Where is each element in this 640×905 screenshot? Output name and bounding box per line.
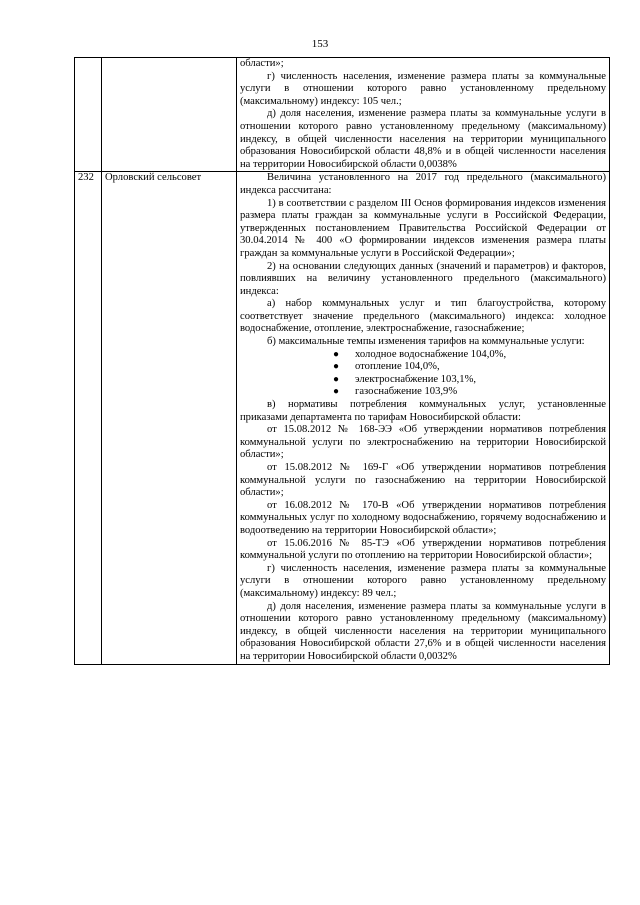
tariff-list — [240, 349, 606, 399]
row-description — [237, 172, 610, 664]
table-row — [75, 58, 610, 172]
paragraph: от 15.06.2016 № 85-ТЭ «Об утверждении нормативов потребления коммунальной услуги по отоплению на территории Новосибирской области»; — [240, 537, 606, 562]
municipality-name — [102, 58, 237, 172]
list-item-text: холодное водоснабжение 104,0%, — [355, 348, 507, 360]
paragraph: а) набор коммунальных услуг и тип благоустройства, которому соответствует значение предельного (максимального) индекса: холодное водоснабжение, отопление, электроснабжение, газоснабжение; — [240, 298, 606, 335]
paragraph: д) доля населения, изменение размера платы за коммунальные услуги в отношении которого равно установленному предельному (максимальному) индексу, в общей численности населения на территории муниципального образования Новосибирской области 27,6% и в общей численности населения на территории Новосибирской области 0,0032% — [240, 600, 606, 662]
list-item-text: отопление 104,0%, — [355, 361, 440, 373]
paragraph: д) доля населения, изменение размера платы за коммунальные услуги в отношении которого равно установленному предельному (максимальному) индексу, в общей численности населения на территории муниципального образования Новосибирской области 48,8% и в общей численности населения на территории Новосибирской области 0,0038% — [240, 108, 606, 170]
paragraph: области»; — [240, 58, 284, 69]
bullet-icon: ● — [333, 361, 340, 373]
municipality-name: Орловский сельсовет — [102, 172, 237, 664]
list-item — [240, 361, 606, 374]
row-number: 232 — [75, 172, 102, 664]
list-item — [240, 374, 606, 387]
row-description — [237, 58, 610, 172]
paragraph: от 15.08.2012 № 168-ЭЭ «Об утверждении нормативов потребления коммунальной услуги по электроснабжению на территории Новосибирской области»; — [240, 424, 606, 461]
paragraph: 2) на основании следующих данных (значений и параметров) и факторов, повлиявших на величину установленного предельного (максимального) индекса: — [240, 260, 606, 297]
paragraph: г) численность населения, изменение размера платы за коммунальные услуги в отношении которого равно установленному предельному (максимальному) индексу: 89 чел.; — [240, 562, 606, 599]
bullet-icon: ● — [333, 348, 340, 360]
paragraph: г) численность населения, изменение размера платы за коммунальные услуги в отношении которого равно установленному предельному (максимальному) индексу: 105 чел.; — [240, 70, 606, 107]
paragraph: 1) в соответствии с разделом III Основ формирования индексов изменения размера платы граждан за коммунальные услуги в Российской Федерации, утвержденных постановлением Правительства Российской Федерации от 30.04.2014 № 400 «О формировании индексов изменения размера платы граждан за коммунальные услуги в Российской Федерации»; — [240, 197, 606, 259]
list-item — [240, 349, 606, 362]
list-item — [240, 386, 606, 399]
bullet-icon: ● — [333, 373, 340, 385]
paragraph: от 16.08.2012 № 170-В «Об утверждении нормативов потребления коммунальных услуг по холодному водоснабжению, горячему водоснабжению и водоотведению на территории Новосибирской области»; — [240, 499, 606, 536]
page-number: 153 — [311, 38, 329, 50]
paragraph: от 15.08.2012 № 169-Г «Об утверждении нормативов потребления коммунальной услуги по газоснабжению на территории Новосибирской области»; — [240, 462, 606, 499]
paragraph: в) нормативы потребления коммунальных услуг, установленные приказами департамента по тарифам Новосибирской области: — [240, 399, 606, 423]
bullet-icon: ● — [333, 386, 340, 398]
index-table — [74, 57, 610, 665]
list-item-text: электроснабжение 103,1%, — [355, 373, 477, 385]
paragraph: б) максимальные темпы изменения тарифов на коммунальные услуги: — [267, 336, 585, 348]
paragraph: Величина установленного на 2017 год предельного (максимального) индекса рассчитана: — [240, 172, 606, 196]
table-row — [75, 172, 610, 664]
row-number — [75, 58, 102, 172]
list-item-text: газоснабжение 103,9% — [355, 386, 458, 398]
